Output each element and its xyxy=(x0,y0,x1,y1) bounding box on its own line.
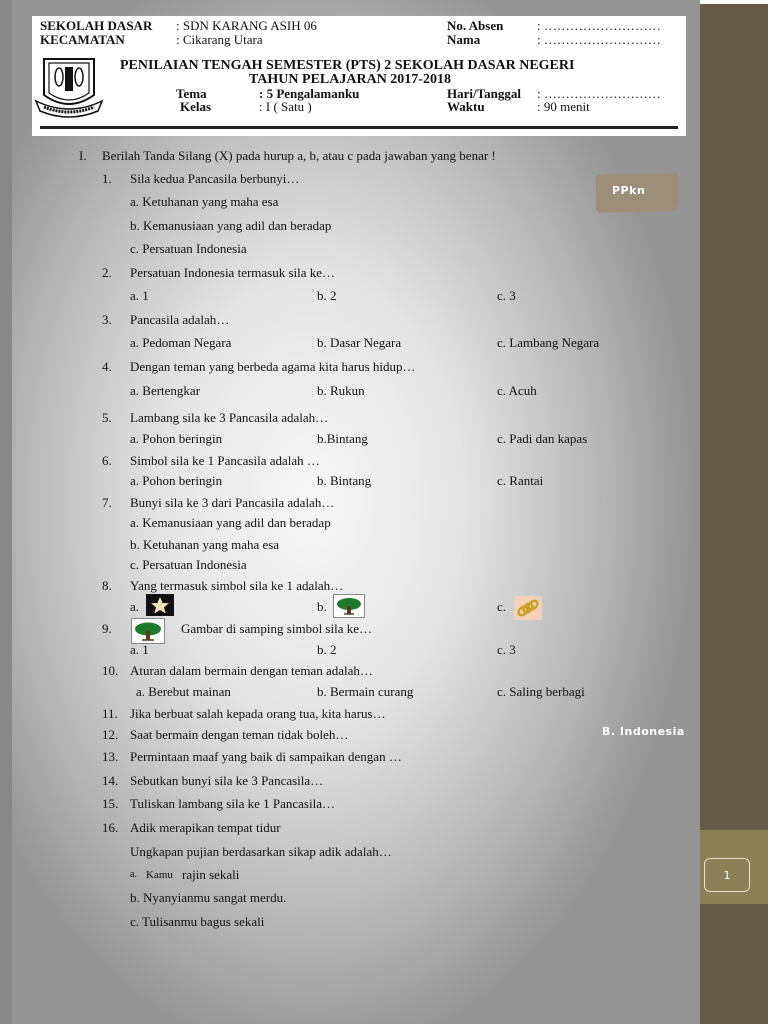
hari-value: : ……………………… xyxy=(537,86,661,101)
question-number: 8. xyxy=(102,578,112,593)
banyan-tree-icon xyxy=(131,618,165,644)
question-number: 13. xyxy=(102,749,119,764)
ppkn-tag-label: PPkn xyxy=(612,184,646,197)
question-text: Adik merapikan tempat tidur xyxy=(130,820,281,835)
question-text: Tuliskan lambang sila ke 1 Pancasila… xyxy=(130,796,335,811)
question-number: 6. xyxy=(102,453,112,468)
option-a: a. Kemanusiaan yang adil dan beradap xyxy=(130,515,331,530)
tema-value: : 5 Pengalamanku xyxy=(259,86,360,101)
question-text: Sebutkan bunyi sila ke 3 Pancasila… xyxy=(130,773,324,788)
question-number: 1. xyxy=(102,171,112,186)
option-a: a. Bertengkar xyxy=(130,383,201,398)
question-number: 7. xyxy=(102,495,112,510)
option-a: a. xyxy=(130,599,140,614)
question-text: Yang termasuk simbol sila ke 1 adalah… xyxy=(130,578,344,593)
option-b: b.Bintang xyxy=(317,431,368,446)
bindo-tag-label: B. Indonesia xyxy=(602,725,685,738)
option-c: c. Lambang Negara xyxy=(497,335,600,350)
absen-label: No. Absen xyxy=(447,18,504,33)
option-c: c. Rantai xyxy=(497,473,544,488)
option-c: c. 3 xyxy=(497,288,516,303)
school-value: : SDN KARANG ASIH 06 xyxy=(176,18,317,33)
option-b: b. Rukun xyxy=(317,383,365,398)
sidebar-top-strip xyxy=(700,0,768,4)
school-label: SEKOLAH DASAR xyxy=(40,18,153,33)
option-a-letter: a. xyxy=(130,869,137,880)
option-a: a. 1 xyxy=(130,642,149,657)
kelas-value: : I ( Satu ) xyxy=(259,99,312,114)
option-b: b. Kemanusiaan yang adil dan beradap xyxy=(130,218,332,233)
option-c: c. Persatuan Indonesia xyxy=(130,557,247,572)
question-number: 12. xyxy=(102,727,119,742)
district-value: : Cikarang Utara xyxy=(176,32,263,47)
question-text: Sila kedua Pancasila berbunyi… xyxy=(130,171,300,186)
question-number: 14. xyxy=(102,773,119,788)
option-b: b. Bintang xyxy=(317,473,372,488)
option-c: c. xyxy=(497,599,507,614)
question-number: 10. xyxy=(102,663,119,678)
kelas-label: Kelas xyxy=(180,99,212,114)
tema-label: Tema xyxy=(176,86,207,101)
question-number: 11. xyxy=(102,706,118,721)
option-b: b. xyxy=(317,599,327,614)
option-b: b. Dasar Negara xyxy=(317,335,402,350)
hari-label: Hari/Tanggal xyxy=(447,86,521,101)
question-text: Persatuan Indonesia termasuk sila ke… xyxy=(130,265,336,280)
question-number: 16. xyxy=(102,820,119,835)
section-number: I. xyxy=(79,148,87,163)
option-b: b. 2 xyxy=(317,288,337,303)
exam-year: TAHUN PELAJARAN 2017-2018 xyxy=(249,72,451,87)
question-text: Jika berbuat salah kepada orang tua, kita harus… xyxy=(130,706,386,721)
banyan-tree-icon xyxy=(333,594,365,618)
option-a-word: Kamu xyxy=(146,869,173,881)
question-text: Bunyi sila ke 3 dari Pancasila adalah… xyxy=(130,495,335,510)
option-c: c. Padi dan kapas xyxy=(497,431,588,446)
question-text: Lambang sila ke 3 Pancasila adalah… xyxy=(130,410,329,425)
option-a: a. Pohon beringin xyxy=(130,473,223,488)
exam-title: PENILAIAN TENGAH SEMESTER (PTS) 2 SEKOLAH DASAR NEGERI xyxy=(120,58,575,73)
question-number: 15. xyxy=(102,796,119,811)
option-c: c. Acuh xyxy=(497,383,537,398)
option-c: c. Tulisanmu bagus sekali xyxy=(130,914,265,929)
option-c: c. Persatuan Indonesia xyxy=(130,241,247,256)
option-b: b. Bermain curang xyxy=(317,684,414,699)
waktu-label: Waktu xyxy=(447,99,485,114)
option-c: c. Saling berbagi xyxy=(497,684,585,699)
option-b: b. Nyanyianmu sangat merdu. xyxy=(130,890,287,905)
nama-label: Nama xyxy=(447,32,481,47)
option-a: a. Pedoman Negara xyxy=(130,335,232,350)
question-text: Simbol sila ke 1 Pancasila adalah … xyxy=(130,453,320,468)
question-number: 4. xyxy=(102,359,112,374)
option-a: a. Pohon beringin xyxy=(130,431,223,446)
question-number: 9. xyxy=(102,621,112,636)
option-b: b. 2 xyxy=(317,642,337,657)
option-a: a. 1 xyxy=(130,288,149,303)
option-a: a. Ketuhanan yang maha esa xyxy=(130,194,279,209)
chain-icon xyxy=(514,596,542,620)
option-c: c. 3 xyxy=(497,642,516,657)
question-number: 3. xyxy=(102,312,112,327)
question-number: 2. xyxy=(102,265,112,280)
option-a: rajin sekali xyxy=(182,867,240,882)
option-a: a. Berebut mainan xyxy=(136,684,231,699)
question-text: Saat bermain dengan teman tidak boleh… xyxy=(130,727,349,742)
district-label: KECAMATAN xyxy=(40,32,125,47)
question-number: 5. xyxy=(102,410,112,425)
section-instruction: Berilah Tanda Silang (X) pada hurup a, b, atau c pada jawaban yang benar ! xyxy=(102,148,496,163)
school-emblem-icon xyxy=(32,55,106,121)
question-text: Permintaan maaf yang baik di sampaikan dengan … xyxy=(130,749,402,764)
question-text: Pancasila adalah… xyxy=(130,312,230,327)
absen-value: : ……………………… xyxy=(537,18,661,33)
nama-value: : ……………………… xyxy=(537,32,661,47)
question-text: Dengan teman yang berbeda agama kita harus hidup… xyxy=(130,359,416,374)
question-text: Aturan dalam bermain dengan teman adalah… xyxy=(130,663,373,678)
header-divider xyxy=(40,126,678,129)
option-b: b. Ketuhanan yang maha esa xyxy=(130,537,280,552)
star-icon xyxy=(146,594,174,616)
waktu-value: : 90 menit xyxy=(537,99,590,114)
page-number-badge[interactable]: 1 xyxy=(704,858,750,892)
question-subtext: Ungkapan pujian berdasarkan sikap adik adalah… xyxy=(130,844,392,859)
question-text: Gambar di samping simbol sila ke… xyxy=(181,621,373,636)
